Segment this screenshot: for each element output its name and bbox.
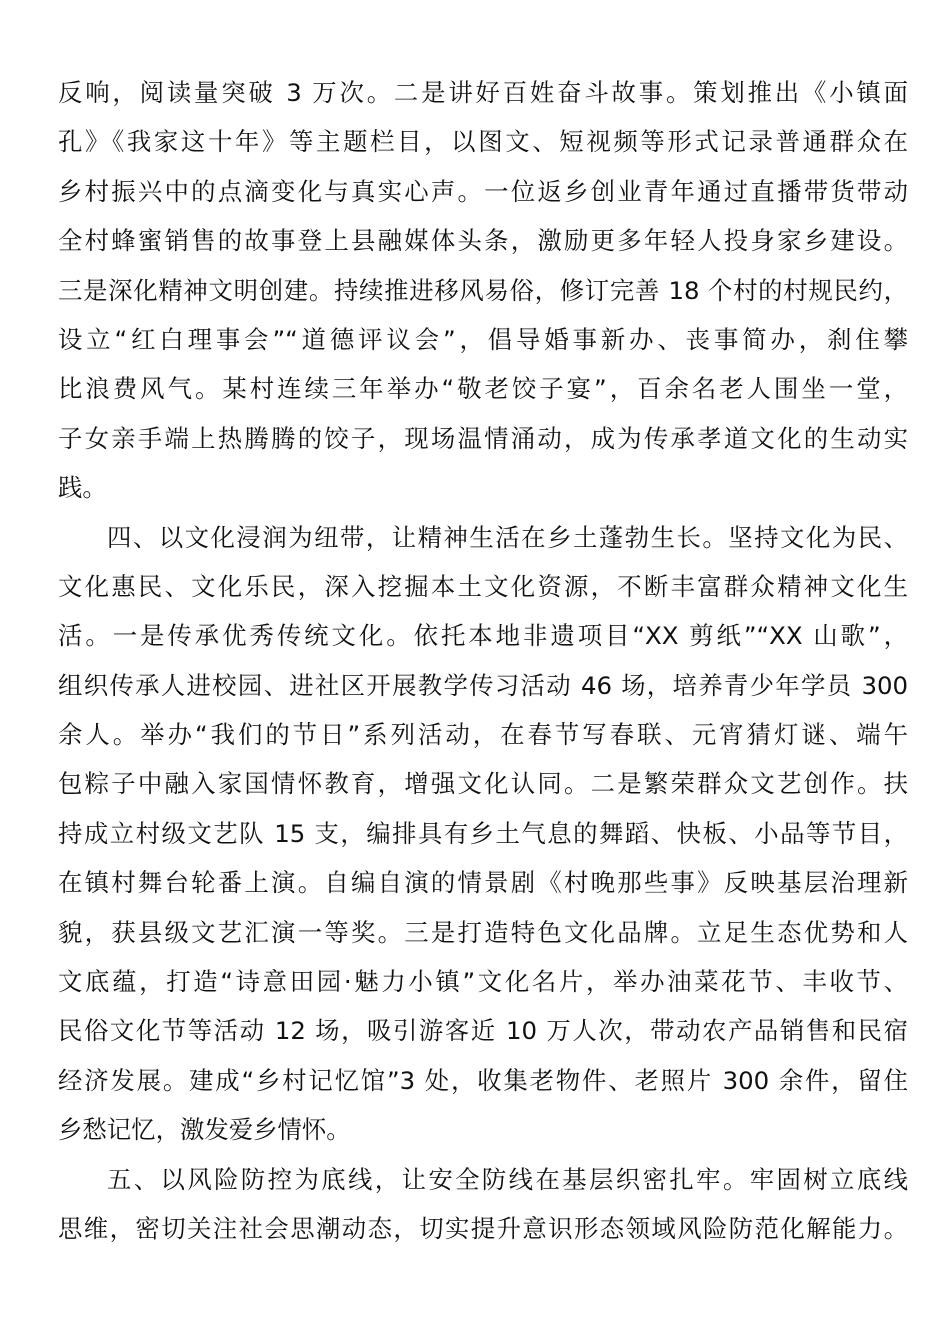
text-line: 包粽子中融入家国情怀教育，增强文化认同。二是繁荣群众文艺创作。扶 <box>58 769 908 799</box>
text-line: 貌，获县级文艺汇演一等奖。三是打造特色文化品牌。立足生态优势和人 <box>58 917 908 947</box>
text-line: 组织传承人进校园、进社区开展教学传习活动 46 场，培养青少年学员 300 <box>58 670 908 700</box>
text-line: 反响，阅读量突破 3 万次。二是讲好百姓奋斗故事。策划推出《小镇面 <box>58 78 908 107</box>
section-heading-line: 四、以文化浸润为纽带，让精神生活在乡土蓬勃生长。坚持文化为民、 <box>107 522 908 552</box>
text-line: 孔》《我家这十年》等主题栏目，以图文、短视频等形式记录普通群众在 <box>58 127 908 157</box>
text-line: 全村蜂蜜销售的故事登上县融媒体头条，激励更多年轻人投身家乡建设。 <box>58 226 908 256</box>
document-page <box>58 68 908 1253</box>
text-line: 持成立村级文艺队 15 支，编排具有乡土气息的舞蹈、快板、小品等节目， <box>58 818 908 848</box>
text-line: 在镇村舞台轮番上演。自编自演的情景剧《村晚那些事》反映基层治理新 <box>58 868 908 898</box>
text-line: 民俗文化节等活动 12 场，吸引游客近 10 万人次，带动农产品销售和民宿 <box>58 1016 908 1046</box>
text-line: 比浪费风气。某村连续三年举办“敬老饺子宴”，百余名老人围坐一堂， <box>58 374 908 404</box>
text-line: 经济发展。建成“乡村记忆馆”3 处，收集老物件、老照片 300 余件，留住 <box>58 1065 908 1095</box>
text-line: 文化惠民、文化乐民，深入挖掘本土文化资源，不断丰富群众精神文化生 <box>58 571 908 601</box>
text-line: 子女亲手端上热腾腾的饺子，现场温情涌动，成为传承孝道文化的生动实 <box>58 423 908 453</box>
text-line: 乡愁记忆，激发爱乡情怀。 <box>58 1115 351 1145</box>
section-heading-line: 五、以风险防控为底线，让安全防线在基层织密扎牢。牢固树立底线 <box>107 1164 908 1194</box>
text-line: 思维，密切关注社会思潮动态，切实提升意识形态领域风险防范化解能力。 <box>58 1213 908 1243</box>
text-line: 践。 <box>58 473 107 503</box>
text-line: 三是深化精神文明创建。持续推进移风易俗，修订完善 18 个村的村规民约， <box>58 275 908 305</box>
text-line: 活。一是传承优秀传统文化。依托本地非遗项目“XX 剪纸”“XX 山歌”， <box>58 621 908 651</box>
text-line: 文底蕴，打造“诗意田园·魅力小镇”文化名片，举办油菜花节、丰收节、 <box>58 967 908 997</box>
text-line: 余人。举办“我们的节日”系列活动，在春节写春联、元宵猜灯谜、端午 <box>58 720 908 750</box>
text-line: 设立“红白理事会”“道德评议会”，倡导婚事新办、丧事简办，刹住攀 <box>58 324 908 354</box>
text-line: 乡村振兴中的点滴变化与真实心声。一位返乡创业青年通过直播带货带动 <box>58 176 908 206</box>
